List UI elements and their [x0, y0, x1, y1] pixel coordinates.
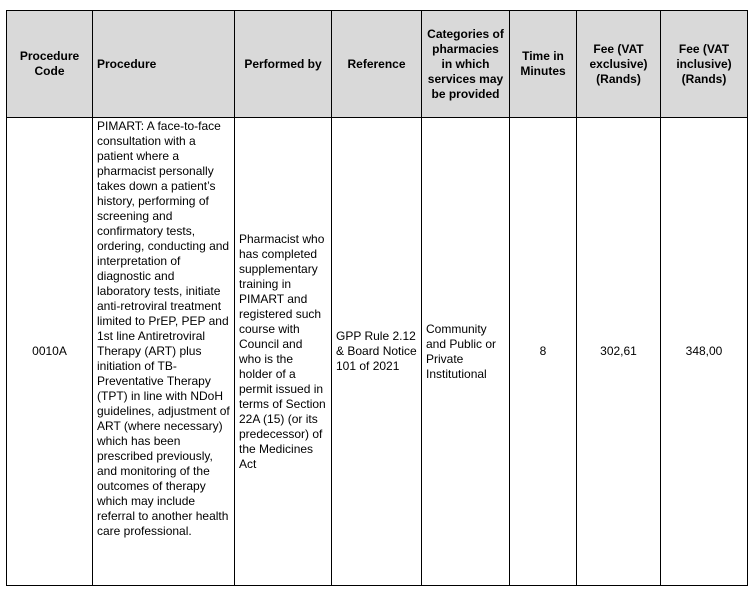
header-reference: Reference — [332, 11, 422, 118]
fee-vat-inclusive-cell: 348,00 — [661, 118, 748, 586]
procedure-fee-table — [6, 10, 748, 586]
header-categories: Categories of pharmacies in which services may be provided — [422, 11, 510, 118]
header-procedure-code: Procedure Code — [7, 11, 93, 118]
table-row — [7, 118, 748, 586]
header-time: Time in Minutes — [510, 11, 577, 118]
procedure-code-cell: 0010A — [7, 118, 93, 586]
header-fee-vat-exclusive: Fee (VAT exclusive) (Rands) — [577, 11, 661, 118]
categories-cell: Community and Public or Private Institutional — [422, 118, 510, 586]
header-procedure: Procedure — [93, 11, 235, 118]
procedure-description-cell — [93, 118, 235, 586]
header-row — [7, 11, 748, 118]
fee-vat-exclusive-cell: 302,61 — [577, 118, 661, 586]
header-performed-by: Performed by — [235, 11, 332, 118]
time-cell: 8 — [510, 118, 577, 586]
reference-cell: GPP Rule 2.12 & Board Notice 101 of 2021 — [332, 118, 422, 586]
header-fee-vat-inclusive: Fee (VAT inclusive) (Rands) — [661, 11, 748, 118]
performed-by-cell: Pharmacist who has completed supplementary training in PIMART and registered such course with Council and who is the holder of a permit issued in terms of Section 22A (15) (or its predecessor) of the Medicines Act — [235, 118, 332, 586]
procedure-description: PIMART: A face-to-face consultation with a patient where a pharmacist personally takes down a patient’s history, performing of screening and confirmatory tests, ordering, conducting and interpretation of diagnostic and laboratory tests, initiate anti-retroviral treatment limited to PrEP, PEP and 1st line Antiretroviral Therapy (ART) plus initiation of TB-Preventative Therapy (TPT) in line with NDoH guidelines, adjustment of ART (where necessary) which has been prescribed previously, and monitoring of the outcomes of therapy which may include referral to another health care professional. — [97, 119, 230, 538]
